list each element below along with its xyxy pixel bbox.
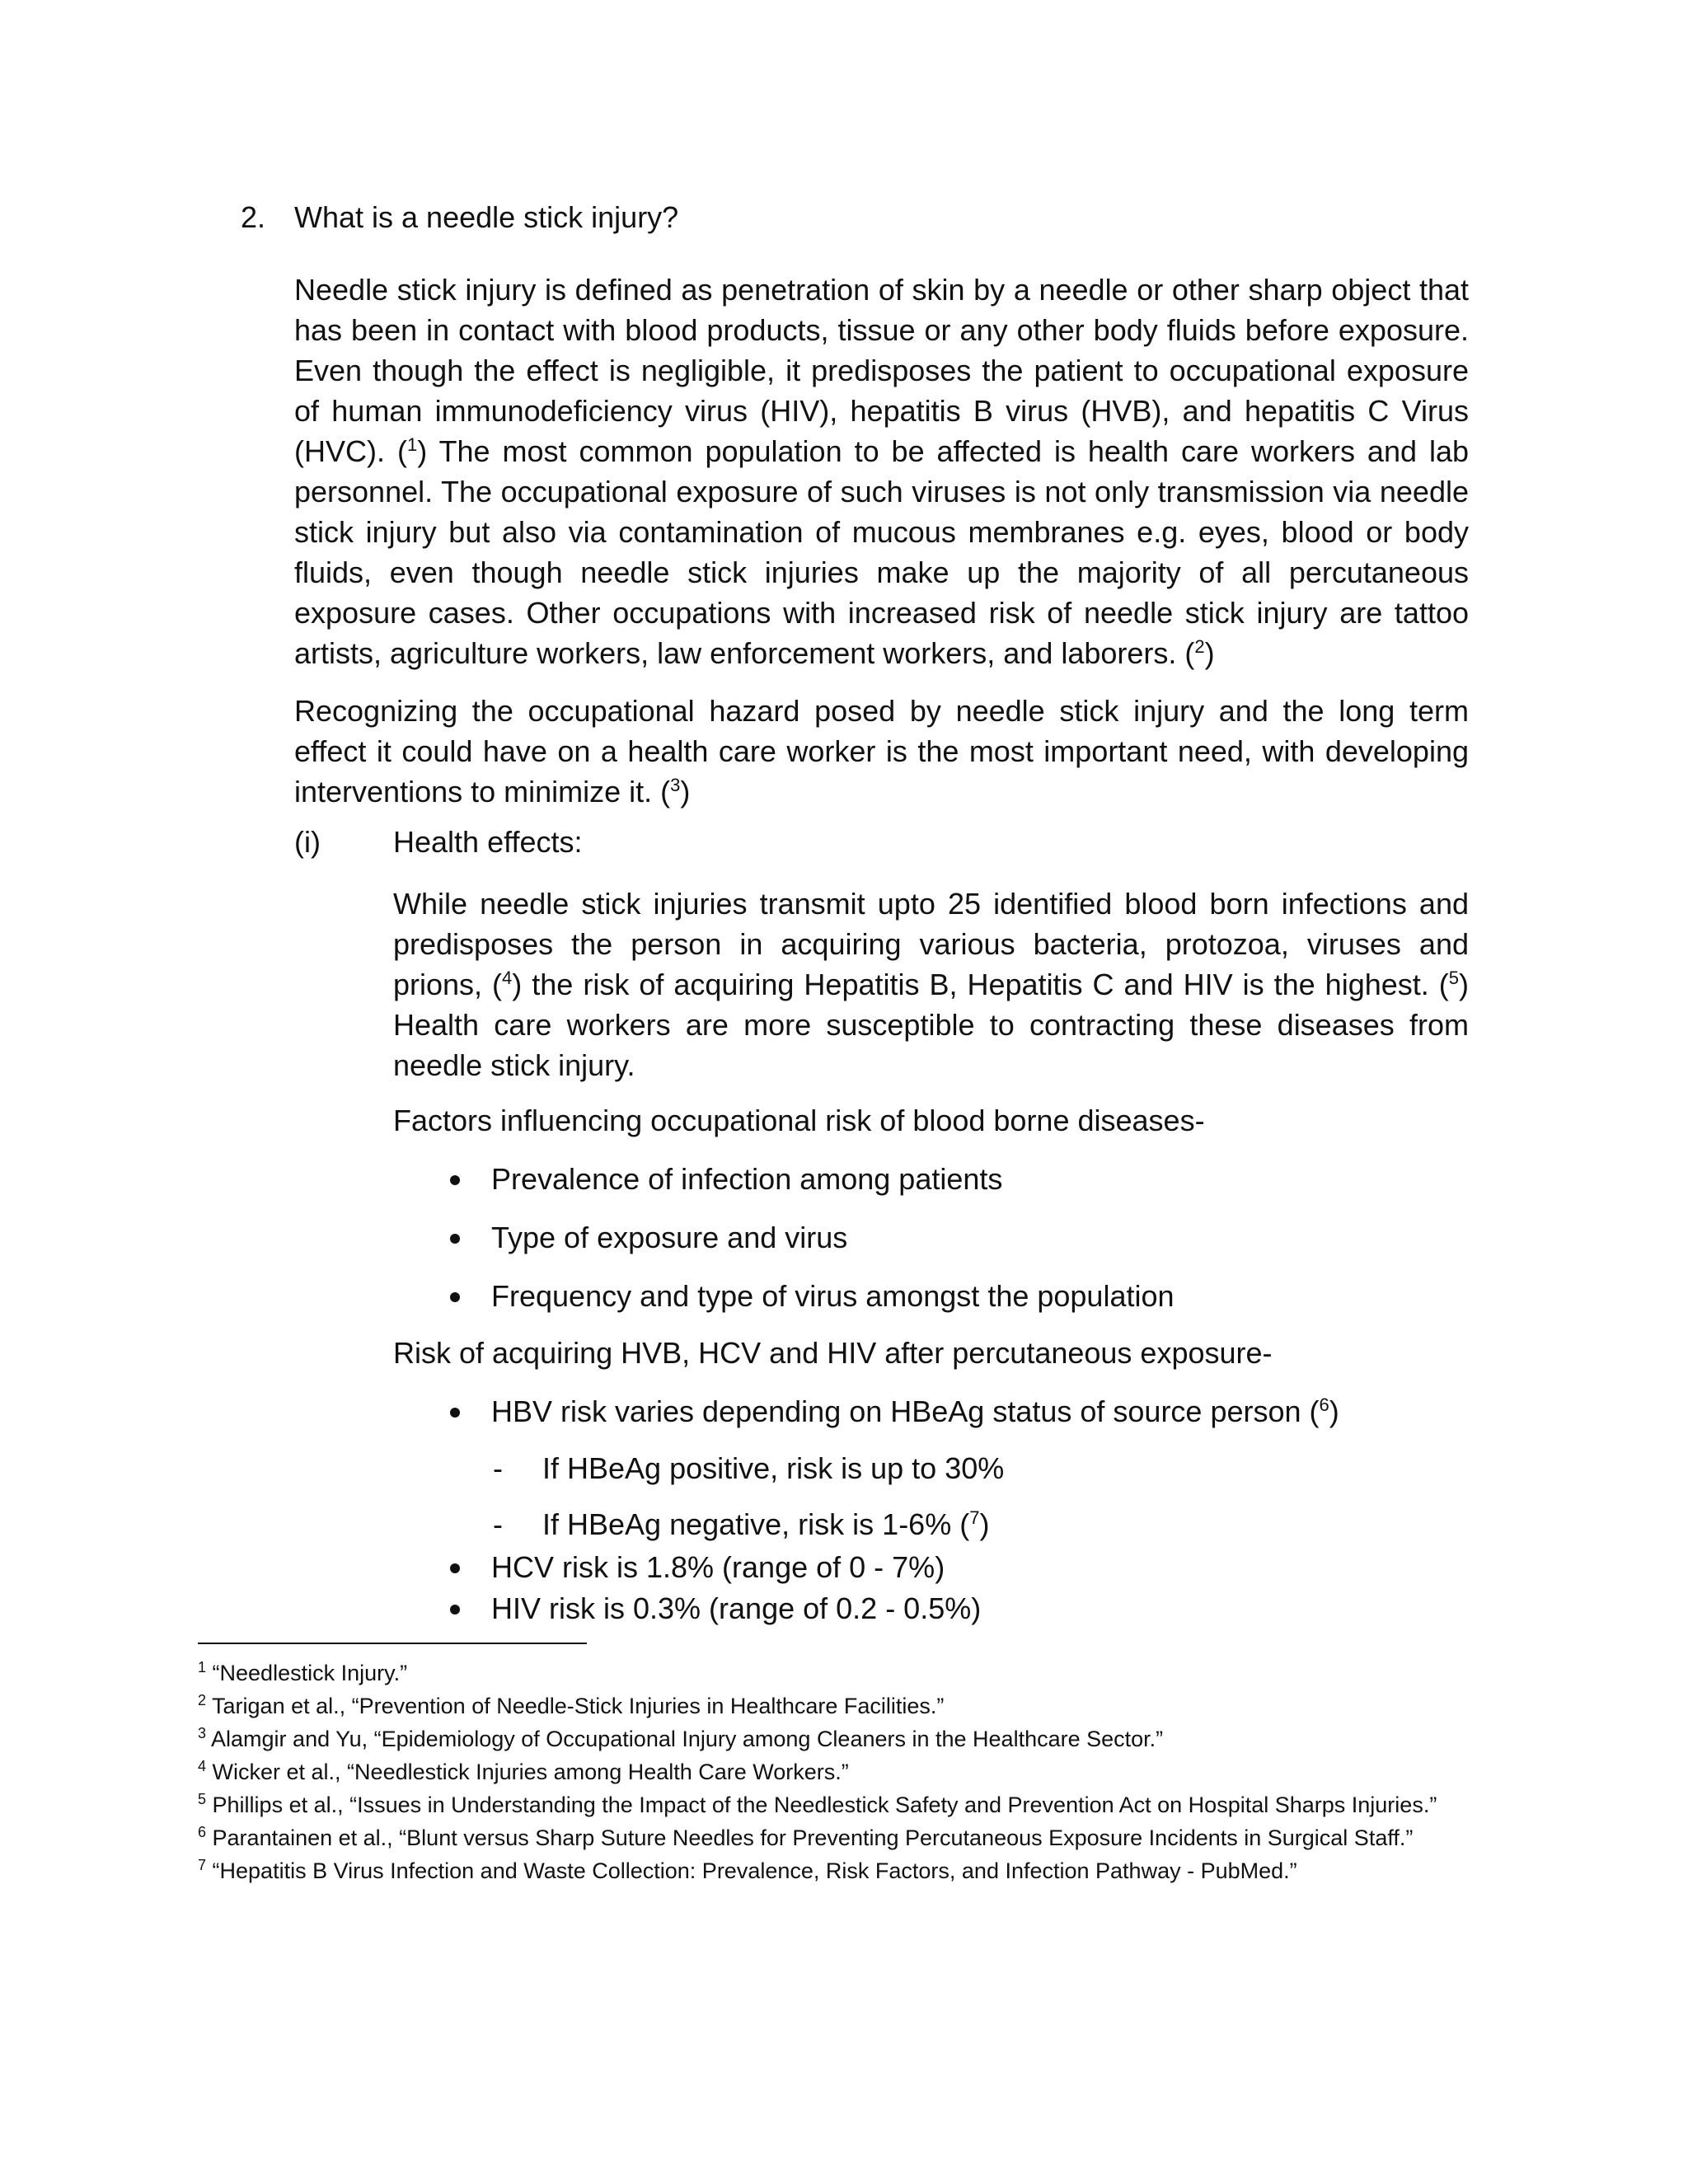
hazard-text: ) <box>680 775 691 808</box>
footnote-number: 3 <box>198 1725 207 1741</box>
sub-list-item <box>493 1449 1005 1488</box>
bullet-icon <box>450 1563 460 1573</box>
health-effects-text: ) the risk of acquiring Hepatitis B, Hepatitis C and HIV is the highest. ( <box>512 968 1449 1001</box>
footnote-text: “Needlestick Injury.” <box>212 1661 408 1685</box>
footnote <box>198 1755 1484 1788</box>
footnote-text: Alamgir and Yu, “Epidemiology of Occupational Injury among Cleaners in the Healthcare Sector.” <box>211 1727 1164 1751</box>
definition-paragraph <box>294 269 1469 673</box>
footnote <box>198 1657 1484 1690</box>
health-effects-paragraph <box>393 883 1469 1085</box>
footnote-number: 2 <box>198 1692 207 1708</box>
sub-list-item-text: If HBeAg negative, risk is 1-6% ( <box>542 1507 970 1541</box>
list-item <box>491 1218 847 1258</box>
footnote-text: “Hepatitis B Virus Infection and Waste Collection: Prevalence, Risk Factors, and Infection Pathway - PubMed.” <box>212 1858 1297 1883</box>
citation-ref: 6 <box>1319 1394 1329 1415</box>
footnote-text: Wicker et al., “Needlestick Injuries among Health Care Workers.” <box>212 1760 849 1784</box>
section-heading <box>241 198 678 237</box>
bullet-icon <box>450 1234 460 1244</box>
dash-icon: - <box>493 1507 503 1541</box>
list-item-text: Type of exposure and virus <box>491 1221 848 1254</box>
footnotes <box>198 1657 1484 1887</box>
definition-text: Needle stick injury is defined as penetration of skin by a needle or other sharp object that has been in contact with blood products, tissue or any other body fluids before exposure. Even though the effect is negligible, it predisposes the patient to occupational exposure of human immunodeficiency virus (HIV), hepatitis B virus (HVB), and hepatitis C Virus (HVC). ( <box>294 273 1469 468</box>
subsection-title: Health effects: <box>393 825 583 859</box>
footnote-separator <box>198 1643 587 1644</box>
footnote <box>198 1788 1484 1821</box>
citation-ref: 7 <box>969 1507 980 1528</box>
footnote-text: Parantainen et al., “Blunt versus Sharp Suture Needles for Preventing Percutaneous Exposure Incidents in Surgical Staff.” <box>212 1825 1414 1850</box>
list-item-text: HCV risk is 1.8% (range of 0 - 7%) <box>491 1550 945 1584</box>
list-item <box>491 1548 945 1587</box>
risk-heading: Risk of acquiring HVB, HCV and HIV after percutaneous exposure- <box>393 1336 1273 1370</box>
dash-icon: - <box>493 1451 503 1485</box>
list-item <box>491 1392 1339 1432</box>
citation-ref: 2 <box>1194 636 1205 657</box>
list-item-text: Frequency and type of virus amongst the population <box>491 1279 1175 1313</box>
list-item <box>491 1160 1002 1199</box>
list-item <box>491 1277 1175 1316</box>
section-number: 2. <box>241 200 266 234</box>
citation-ref: 1 <box>406 434 418 455</box>
health-effects-text: ) Health care workers are more susceptible to contracting these diseases from needle stick injury. <box>393 968 1469 1082</box>
footnote <box>198 1722 1484 1755</box>
factors-heading: Factors influencing occupational risk of blood borne diseases- <box>393 1104 1205 1137</box>
list-item-text: ) <box>1329 1394 1339 1428</box>
bullet-icon <box>450 1408 460 1418</box>
list-item <box>491 1589 981 1629</box>
sub-list-item-text: If HBeAg positive, risk is up to 30% <box>542 1451 1005 1485</box>
list-item-text: Prevalence of infection among patients <box>491 1162 1003 1196</box>
footnote-number: 5 <box>198 1791 207 1807</box>
footnote-number: 4 <box>198 1758 207 1774</box>
definition-text: ) <box>1204 636 1215 670</box>
footnote-number: 6 <box>198 1824 207 1840</box>
definition-text: ) The most common population to be affected is health care workers and lab personnel. The occupational exposure of such viruses is not only transmission via needle stick injury but also via contamination of mucous membranes e.g. eyes, blood or body fluids, even though needle stick injuries make up the majority of all percutaneous exposure cases. Other occupations with increased risk of needle stick injury are tattoo artists, agriculture workers, law enforcement workers, and laborers. ( <box>294 434 1469 670</box>
bullet-icon <box>450 1175 460 1185</box>
list-item-text: HBV risk varies depending on HBeAg status of source person ( <box>491 1394 1320 1428</box>
sub-list-item-text: ) <box>979 1507 990 1541</box>
footnote <box>198 1821 1484 1854</box>
citation-ref: 3 <box>670 775 681 795</box>
subsection-number: (i) <box>294 825 321 859</box>
footnote-number: 1 <box>198 1659 207 1675</box>
footnote <box>198 1690 1484 1722</box>
citation-ref: 5 <box>1448 968 1459 988</box>
health-effects-text: While needle stick injuries transmit upto 25 identified blood born infections and predisposes the person in acquiring various bacteria, protozoa, viruses and prions, ( <box>393 887 1469 1001</box>
hazard-text: Recognizing the occupational hazard posed by needle stick injury and the long term effect it could have on a health care worker is the most important need, with developing interventions to minimize it. ( <box>294 694 1469 808</box>
hazard-paragraph <box>294 691 1469 812</box>
list-item-text: HIV risk is 0.3% (range of 0.2 - 0.5%) <box>491 1591 982 1625</box>
bullet-icon <box>450 1605 460 1615</box>
footnote-text: Tarigan et al., “Prevention of Needle-Stick Injuries in Healthcare Facilities.” <box>212 1694 945 1718</box>
footnote-number: 7 <box>198 1857 207 1873</box>
subsection-heading <box>294 823 582 862</box>
footnote-text: Phillips et al., “Issues in Understanding the Impact of the Needlestick Safety and Prevention Act on Hospital Sharps Injuries.” <box>212 1793 1437 1817</box>
bullet-icon <box>450 1292 460 1302</box>
citation-ref: 4 <box>502 968 513 988</box>
section-title: What is a needle stick injury? <box>294 200 679 234</box>
sub-list-item <box>493 1505 990 1544</box>
footnote <box>198 1854 1484 1887</box>
